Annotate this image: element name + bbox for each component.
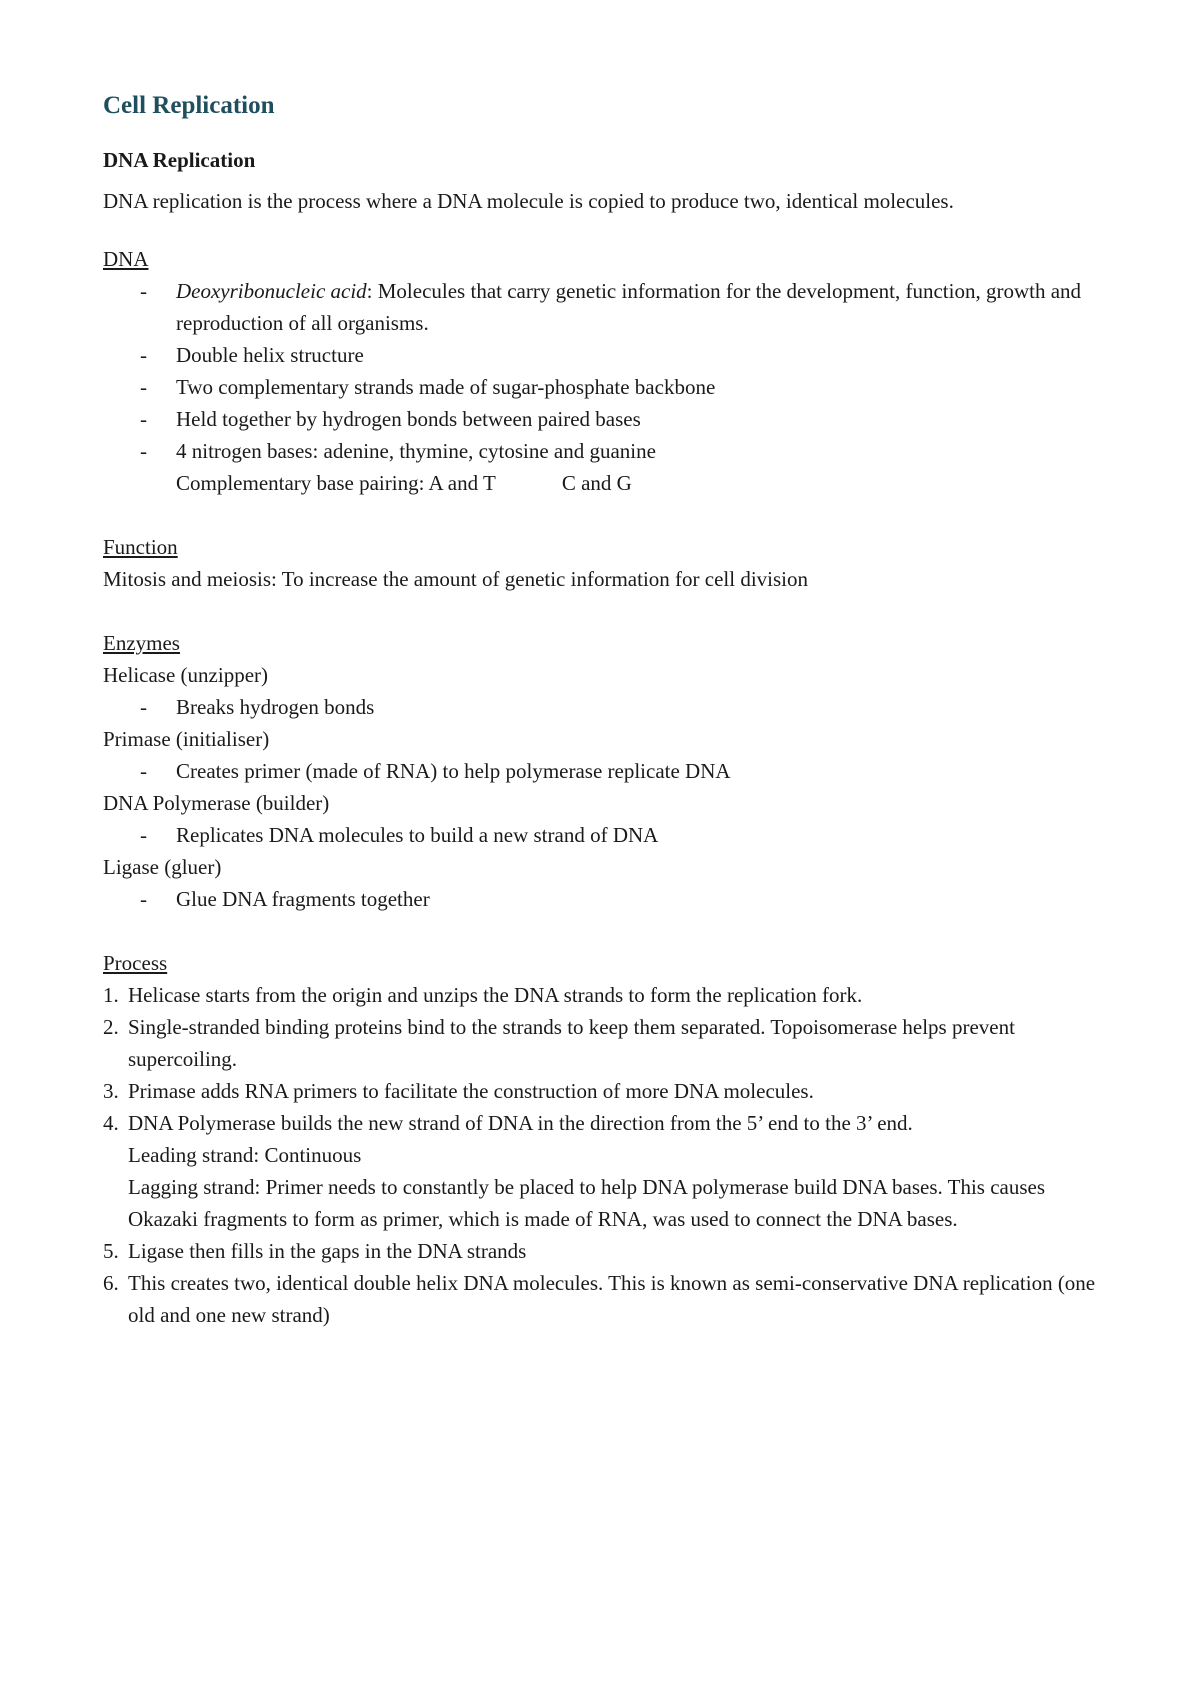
process-section-label: Process: [103, 951, 168, 975]
dna-section-label: DNA: [103, 247, 149, 271]
step-text: Helicase starts from the origin and unzips the DNA strands to form the replication fork.: [128, 983, 863, 1007]
base-pairing-at: Complementary base pairing: A and T: [176, 471, 496, 495]
list-item: [103, 1267, 1103, 1331]
dash-bullet: -: [140, 823, 147, 847]
step-text: Primase adds RNA primers to facilitate the construction of more DNA molecules.: [128, 1079, 814, 1103]
enzyme-detail: [103, 883, 1103, 915]
dna-points-list: [103, 275, 1103, 467]
list-item: [103, 1075, 1103, 1107]
leading-strand-text: Leading strand: Continuous: [128, 1143, 362, 1167]
step-number: 4.: [103, 1111, 119, 1135]
list-item: [103, 403, 1103, 435]
step-number: 2.: [103, 1015, 119, 1039]
dna-definition-term: Deoxyribonucleic acid: [176, 279, 367, 303]
step-number: 6.: [103, 1271, 119, 1295]
step-number: 1.: [103, 983, 119, 1007]
list-item: [103, 371, 1103, 403]
function-section-label: Function: [103, 535, 178, 559]
base-pairing-cg: C and G: [561, 471, 632, 495]
enzyme-name: DNA Polymerase (builder): [103, 791, 330, 815]
list-item: [103, 979, 1103, 1011]
dna-point-text: Double helix structure: [176, 343, 364, 367]
enzyme-detail: [103, 755, 1103, 787]
enzyme-name: Helicase (unzipper): [103, 663, 268, 687]
dna-point-text: 4 nitrogen bases: adenine, thymine, cytosine and guanine: [176, 439, 656, 463]
dash-bullet: -: [140, 759, 147, 783]
function-text: Mitosis and meiosis: To increase the amount of genetic information for cell division: [103, 567, 808, 591]
dash-bullet: -: [140, 343, 147, 367]
enzyme-name: Ligase (gluer): [103, 855, 222, 879]
step-text: Ligase then fills in the gaps in the DNA strands: [128, 1239, 527, 1263]
document-title: Cell Replication: [103, 92, 275, 119]
dash-bullet: -: [140, 279, 147, 303]
dash-bullet: -: [140, 695, 147, 719]
dash-bullet: -: [140, 375, 147, 399]
enzyme-detail-text: Creates primer (made of RNA) to help polymerase replicate DNA: [176, 759, 731, 783]
dna-definition-text: : Molecules that carry genetic information for the development, function, growth and reproduction of all organisms.: [176, 279, 1082, 335]
step-number: 5.: [103, 1239, 119, 1263]
dash-bullet: -: [140, 887, 147, 911]
base-pairing-line: [103, 467, 1103, 499]
enzymes-section-label: Enzymes: [103, 631, 180, 655]
dna-point-text: Two complementary strands made of sugar-phosphate backbone: [176, 375, 716, 399]
list-item: [103, 339, 1103, 371]
list-item: [103, 1107, 1103, 1235]
list-item: [103, 1011, 1103, 1075]
process-steps-list: [103, 979, 1103, 1331]
step-text: Single-stranded binding proteins bind to the strands to keep them separated. Topoisomerase helps prevent supercoiling.: [128, 1015, 1015, 1071]
list-item: [103, 435, 1103, 467]
lagging-strand-text: Lagging strand: Primer needs to constantly be placed to help DNA polymerase build DNA bases. This causes Okazaki fragments to form as primer, which is made of RNA, was used to connect the DNA bases.: [128, 1175, 1046, 1231]
dash-bullet: -: [140, 439, 147, 463]
dna-replication-heading: DNA Replication: [103, 148, 256, 172]
enzyme-name: Primase (initialiser): [103, 727, 270, 751]
enzyme-detail: [103, 691, 1103, 723]
step-text: DNA Polymerase builds the new strand of DNA in the direction from the 5’ end to the 3’ end.: [128, 1111, 913, 1135]
enzyme-detail-text: Breaks hydrogen bonds: [176, 695, 375, 719]
enzyme-detail-text: Replicates DNA molecules to build a new strand of DNA: [176, 823, 659, 847]
dash-bullet: -: [140, 407, 147, 431]
list-item: [103, 1235, 1103, 1267]
step-number: 3.: [103, 1079, 119, 1103]
enzyme-detail-text: Glue DNA fragments together: [176, 887, 430, 911]
dna-replication-intro: DNA replication is the process where a DNA molecule is copied to produce two, identical molecules.: [103, 189, 954, 213]
dna-point-text: Held together by hydrogen bonds between paired bases: [176, 407, 641, 431]
step-text: This creates two, identical double helix DNA molecules. This is known as semi-conservative DNA replication (one old and one new strand): [128, 1271, 1096, 1327]
document-body: [103, 86, 1103, 1331]
list-item: [103, 275, 1103, 339]
enzyme-detail: [103, 819, 1103, 851]
